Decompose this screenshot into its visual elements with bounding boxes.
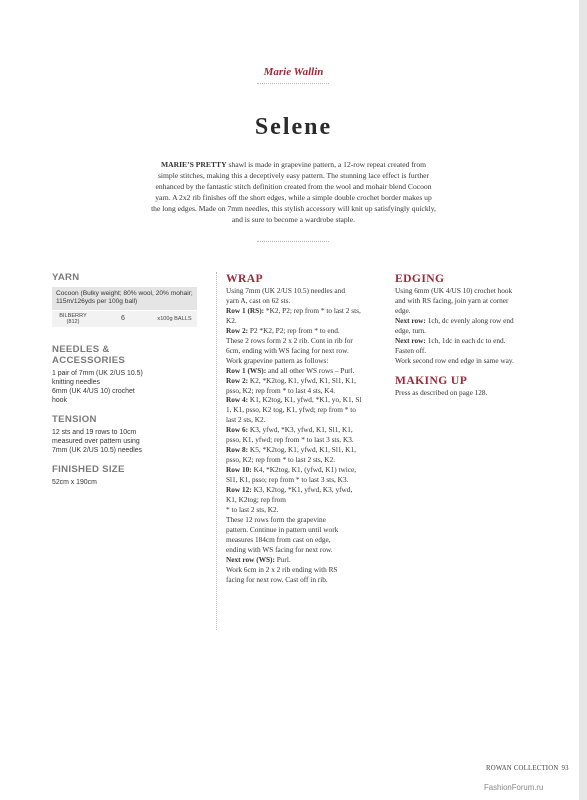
instruction-text: Work second row end edge in same way. [395, 355, 514, 365]
instruction-line [395, 296, 547, 306]
instruction-line [226, 346, 378, 356]
instruction-line [226, 296, 378, 306]
shade-quantity: 6 [121, 315, 125, 323]
needles-line: knitting needles [52, 378, 100, 386]
instruction-text: 6cm, ending with WS facing for next row. [226, 345, 349, 355]
pattern-title: Selene [254, 114, 333, 140]
instruction-text: P2 *K2, P2; rep from * to end. [248, 325, 340, 335]
watermark: FashionForum.ru [484, 783, 544, 792]
instruction-line [226, 435, 378, 445]
instruction-text: K1, K2tog, K1, yfwd, *K1, yo, K1, Sl [248, 395, 362, 405]
needles-text [52, 369, 197, 405]
intro-lead: MARIE’S PRETTY [160, 160, 227, 169]
instruction-line [226, 425, 378, 435]
finishing-column [395, 272, 547, 398]
finished-size-text: 52cm x 190cm [52, 479, 97, 487]
tension-text [52, 428, 197, 455]
needles-heading-line-1: NEEDLES & [52, 343, 110, 355]
instruction-line [226, 555, 378, 565]
instruction-line [395, 346, 547, 356]
column-divider [216, 272, 217, 630]
instruction-text: psso, K2; rep from * to last 2 sts, K2. [226, 455, 336, 465]
instruction-line [226, 326, 378, 336]
instruction-line [226, 395, 378, 405]
instruction-line [226, 575, 378, 585]
needles-heading-line-2: ACCESSORIES [52, 354, 126, 366]
instruction-line [226, 386, 378, 396]
needles-section [52, 344, 197, 405]
tension-line: 12 sts and 19 rows to 10cm [52, 429, 137, 437]
row-label: Row 2: [226, 375, 249, 385]
instruction-line [226, 336, 378, 346]
shade-code: (812) [66, 318, 80, 325]
instruction-line [226, 535, 378, 545]
needles-line: 6mm (UK 4/US 10) crochet [52, 388, 135, 395]
instruction-line [226, 565, 378, 575]
instruction-text: yarn A, cast on 62 sts. [226, 295, 291, 305]
instruction-line [395, 356, 547, 366]
yarn-heading: YARN [52, 272, 80, 283]
row-label: Next row (WS): [226, 554, 275, 564]
page-footer [486, 765, 569, 772]
instruction-line [226, 316, 378, 326]
instruction-line [226, 485, 378, 495]
wrap-instructions [226, 286, 378, 585]
row-label: Row 10: [226, 465, 252, 475]
making-up-heading: MAKING UP [395, 373, 468, 387]
row-label: Next row: [395, 315, 426, 325]
row-label: Row 8: [226, 445, 249, 455]
instruction-text: pattern. Continue in pattern until work [226, 524, 339, 534]
collection-name: ROWAN COLLECTION [486, 765, 559, 772]
shade-cell [52, 313, 94, 325]
page-number: 93 [561, 765, 569, 772]
materials-column [52, 272, 197, 488]
instruction-line [226, 445, 378, 455]
instruction-line [226, 376, 378, 386]
finished-size-section [52, 464, 197, 487]
instruction-text: Sl1, K1, psso; rep from * to last 3 sts, K3. [226, 475, 349, 485]
instruction-line [226, 286, 378, 296]
shade-unit: x100g BALLS [157, 315, 192, 322]
instruction-text: and with RS facing, join yarn at corner [395, 295, 509, 305]
tension-line: measured over pattern using [52, 438, 140, 446]
instruction-text: These 12 rows form the grapevine [226, 514, 326, 524]
instruction-text: last 2 sts, K2. [226, 415, 266, 425]
instruction-text: edge. [395, 305, 411, 315]
instruction-line [226, 306, 378, 316]
instruction-text: K1, K2tog; rep from [226, 495, 286, 505]
instruction-text: Using 7mm (UK 2/US 10.5) needles and [226, 286, 345, 295]
instruction-text: edge, turn. [395, 325, 427, 335]
instruction-line [226, 505, 378, 515]
instruction-line [395, 326, 547, 336]
instruction-text: and all other WS rows – Purl. [266, 365, 355, 375]
row-label: Row 1 (WS): [226, 365, 267, 375]
instruction-line [395, 306, 547, 316]
row-label: Row 1 (RS): [226, 305, 265, 315]
row-label: Row 4: [226, 395, 249, 405]
instruction-text: K3, yfwd, *K3, yfwd, K1, Sl1, K1, [248, 425, 353, 435]
instruction-line [395, 286, 547, 296]
instruction-line [226, 366, 378, 376]
instruction-text: 1ch, dc evenly along row end [425, 315, 514, 325]
row-label: Row 6: [226, 425, 249, 435]
instruction-line [226, 495, 378, 505]
edging-instructions [395, 286, 547, 366]
instruction-line [395, 316, 547, 326]
instruction-text: psso, K1, yfwd; rep from * to last 3 sts, K3. [226, 435, 354, 445]
instruction-line [226, 465, 378, 475]
instruction-text: *K2, P2; rep from * to last 2 sts, [264, 305, 361, 315]
instruction-text: K3, K2tog, *K1, yfwd, K3, yfwd, [251, 485, 353, 495]
dotted-divider [257, 241, 329, 242]
instruction-line [395, 336, 547, 346]
instruction-text: ending with WS facing for next row. [226, 544, 333, 554]
instruction-text: Work 6cm in 2 x 2 rib ending with RS [226, 564, 338, 574]
instruction-line [226, 415, 378, 425]
instruction-line [226, 455, 378, 465]
finished-size-heading: FINISHED SIZE [52, 464, 125, 476]
wrap-column [226, 272, 378, 585]
instruction-text: K2. [226, 315, 237, 325]
instruction-line [226, 545, 378, 555]
instruction-line [226, 515, 378, 525]
instruction-text: Purl. [274, 554, 291, 564]
intro-text: shawl is made in grapevine pattern, a 12-row repeat created from simple stitches, making this a deceptively easy pattern. The stunning lace effect is further enhanced by the fantastic stitch definition created from the wool and mohair blend Cocoon yarn. A 2x2 rib finishes off the short edges, while a simple double crochet border makes up the long edges. Made on 7mm needles, this stylish accessory will knit up satisfyingly quickly, and is sure to become a wardrobe staple. [151, 160, 436, 224]
row-label: Row 12: [226, 485, 252, 495]
shade-name: BILBERRY [59, 312, 87, 319]
instruction-line [226, 405, 378, 415]
instruction-text: Using 6mm (UK 4/US 10) crochet hook [395, 286, 513, 295]
instruction-text: K4, *K2tog, K1, (yfwd, K1) twice, [251, 465, 357, 475]
instruction-text: Work grapevine pattern as follows: [226, 355, 329, 365]
tension-line: 7mm (UK 2/US 10.5) needles [52, 447, 142, 455]
instruction-text: psso, K2; rep from * to last 4 sts, K4. [226, 385, 336, 395]
designer-name: Marie Wallin [263, 66, 324, 78]
instruction-text: 1ch, 1dc in each dc to end. [425, 335, 506, 345]
instruction-line [226, 525, 378, 535]
instruction-text: K5, *K2tog, K1, yfwd, K1, Sl1, K1, [248, 445, 356, 455]
instruction-text: K2, *K2tog, K1, yfwd, K1, Sl1, K1, [248, 375, 356, 385]
instruction-line [226, 356, 378, 366]
instruction-text: These 2 rows form 2 x 2 rib. Cont in rib for [226, 335, 353, 345]
tension-heading: TENSION [52, 414, 97, 426]
intro-paragraph [150, 160, 437, 225]
instruction-line [226, 475, 378, 485]
row-label: Row 2: [226, 325, 249, 335]
instruction-text: measures 184cm from cast on edge, [226, 534, 331, 544]
edging-heading: EDGING [395, 272, 445, 285]
making-up-text: Press as described on page 128. [395, 387, 488, 397]
needles-line: 1 pair of 7mm (UK 2/US 10.5) [52, 369, 143, 377]
tension-section [52, 414, 197, 455]
dotted-divider [257, 83, 329, 84]
row-label: Next row: [395, 335, 426, 345]
yarn-description: Cocoon (Bulky weight; 80% wool, 20% mohair; 115m/126yds per 100g ball) [52, 287, 197, 310]
needles-heading [52, 344, 197, 366]
instruction-text: 1, K1, psso, K2 tog, K1, yfwd; rep from * to [226, 405, 356, 415]
instruction-text: * to last 2 sts, K2. [226, 504, 279, 514]
wrap-heading: WRAP [226, 272, 264, 285]
yarn-shade-row [52, 311, 197, 327]
instruction-text: Fasten off. [395, 345, 427, 355]
needles-line: hook [52, 397, 67, 405]
instruction-text: facing for next row. Cast off in rib. [226, 574, 328, 584]
